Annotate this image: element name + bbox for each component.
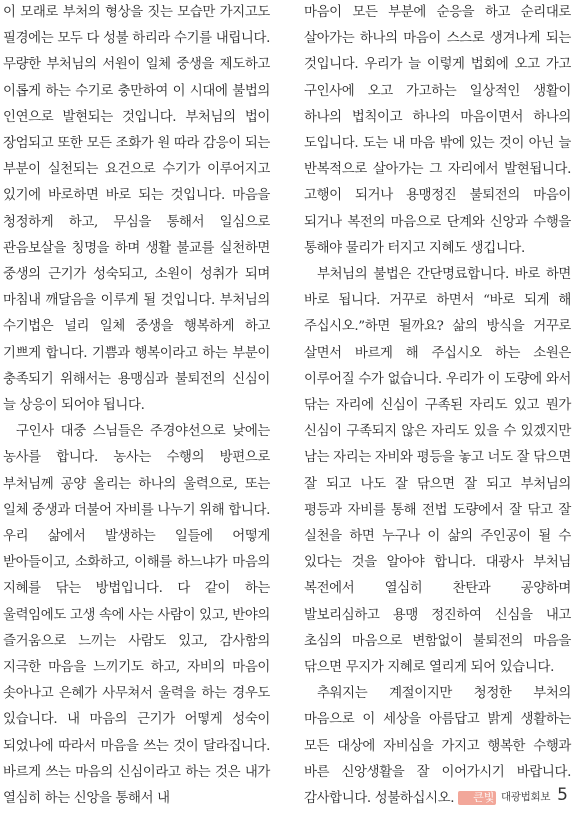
closing-text: 추워지는 계절이지만 청정한 부처의 마음으로 이 세상을 아름답고 밝게 생활하는 모든 대상에 자비심을 가지고 행복한 수행과 바른 신앙생활을 잘 이어가시기 바랍니다. 감사합니다. 성불하십시오. [304, 686, 571, 807]
page-number: 5 [557, 785, 568, 805]
page-footer [501, 785, 568, 805]
left-column [3, 0, 270, 812]
left-paragraph-1: 이 모래로 부처의 형상을 짓는 모습만 가지고도 필경에는 모두 다 성불 하리라 수기를 내립니다. 무량한 부처님의 서원이 일체 중생을 제도하고 이롭게 하는 수기로 충만하여 이 시대에 불법의 인연으로 발현되는 것입니다. 부처님의 법이 장엄되고 또한 모든 조화가 원 따라 감응이 되는 부분이 실천되는 요건으로 수기가 이루어지고 있기에 바로하면 바로 되는 것입니다. 마음을 청정하게 하고, 무심을 통해서 일심으로 관음보살을 칭명을 하며 생활 불교를 실천하면 중생의 근기가 성숙되고, 소원이 성취가 되며 마침내 깨달음을 이루게 될 것입니다. 부처님의 수기법은 널리 일체 중생을 행복하게 하고 기쁘게 합니다. 기쁨과 행복이라고 하는 부분이 충족되기 위해서는 용맹심과 불퇴전의 신심이 늘 상응이 되어야 됩니다. [3, 5, 270, 414]
right-paragraph-1: 마음이 모든 부분에 순응을 하고 순리대로 살아가는 하나의 마음이 스스로 생겨나게 되는 것입니다. 우리가 늘 이렇게 법회에 오고 가고 구인사에 오고 가고하는 일상적인 생활이 하나의 법칙이고 하나의 마음이면서 하나의 도입니다. 도는 내 마음 밖에 있는 것이 아닌 늘 반복적으로 살아가는 그 자리에서 발현됩니다. 고행이 되거나 용맹정진 불퇴전의 마음이 되거나 복전의 마음으로 단계와 신앙과 수행을 통해야 물리가 터지고 지혜도 생깁니다. [304, 5, 571, 256]
left-paragraph-2: 구인사 대중 스님들은 주경야선으로 낮에는 농사를 합니다. 농사는 수행의 방편으로 부처님께 공양 올리는 하나의 울력으로, 또는 일체 중생과 더불어 자비를 나누기 위해 합니다. 우리 삶에서 발생하는 일들에 어떻게 받아들이고, 소화하고, 이해를 하느냐가 마음의 지혜를 닦는 방법입니다. 다 같이 하는 울력임에도 고생 속에 사는 사람이 있고, 반야의 즐거움으로 느끼는 사람도 있고, 감사함의 지극한 마음을 느끼기도 하고, 자비의 마음이 솟아나고 은혜가 사무쳐서 울력을 하는 경우도 있습니다. 내 마음의 근기가 어떻게 성숙이 되었나에 따라서 마음을 쓰는 것이 달라집니다. 바르게 쓰는 마음의 신심이라고 하는 것은 내가 열심히 하는 신앙을 통해서 내 [3, 424, 270, 807]
right-paragraph-2: 부처님의 불법은 간단명료합니다. 바로 하면 바로 됩니다. 거꾸로 하면서 “바로 되게 해 주십시오.”하면 될까요? 삶의 방식을 거꾸로 살면서 바르게 해 주십시오 하는 소원은 이루어질 수가 없습니다. 우리가 이 도량에 와서 닦는 자리에 신심이 구족된 자리도 있고 뭔가 신심이 구족되지 않은 자리도 있을 수 있겠지만 남는 자리는 자비와 평등을 놓고 너도 잘 닦으면 잘 되고 나도 잘 닦으면 잘 되고 부처님의 평등과 자비를 통해 전법 도량에서 잘 닦고 잘 실천을 하면 누구나 이 삶의 주인공이 될 수 있다는 것을 알아야 합니다. 대광사 부처님 복전에서 열심히 찬탄과 공양하며 발보리심하고 용맹 정진하여 신심을 내고 초심의 마음으로 변함없이 불퇴전의 마음을 닦으면 무지가 지혜로 열리게 되어 있습니다. [304, 267, 571, 676]
end-mark-badge: 큰빛 [458, 791, 496, 805]
right-column [304, 0, 571, 812]
publication-name: 대광법회보 [500, 791, 551, 803]
